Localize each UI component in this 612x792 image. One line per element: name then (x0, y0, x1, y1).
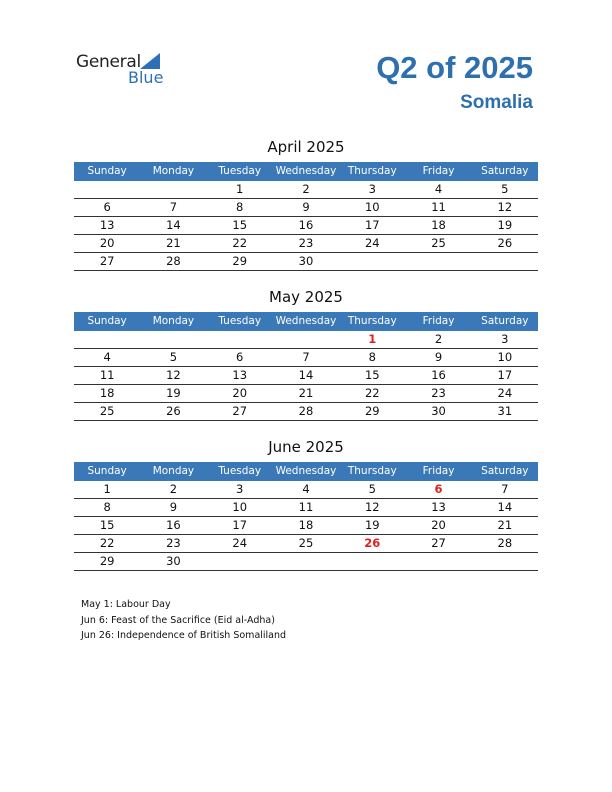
day-cell: 23 (166, 536, 181, 550)
week-row (74, 235, 538, 253)
day-cell: 2 (434, 332, 443, 346)
day-cell: 16 (431, 368, 446, 382)
quarter-title: Q2 of 2025 (376, 50, 533, 85)
day-cell: 7 (501, 482, 509, 496)
week-row (74, 535, 538, 553)
day-cell: 5 (169, 350, 178, 364)
weekday-friday: Friday (422, 465, 455, 477)
day-cell: 20 (99, 236, 115, 250)
empty-day-cell (140, 331, 206, 348)
week-row (74, 217, 538, 235)
generalblue-logo (76, 52, 176, 88)
weekday-sunday: Sunday (87, 315, 127, 327)
day-cell: 2 (302, 182, 310, 196)
day-cell: 26 (364, 536, 381, 550)
month-june (74, 437, 538, 571)
day-cell: 13 (99, 218, 115, 232)
weekday-friday: Friday (422, 165, 455, 177)
empty-day-cell (207, 331, 273, 348)
day-cell: 24 (364, 236, 380, 250)
day-cell: 12 (166, 368, 181, 382)
empty-day-cell (339, 553, 405, 570)
empty-day-cell (273, 331, 339, 348)
day-cell: 21 (298, 386, 314, 400)
weekday-header (74, 462, 538, 481)
weekday-saturday: Saturday (481, 165, 529, 177)
month-grid (74, 181, 538, 271)
week-row (74, 553, 538, 571)
day-cell: 14 (166, 218, 181, 232)
empty-day-cell (339, 253, 405, 270)
day-cell: 29 (364, 404, 380, 418)
day-cell: 7 (169, 200, 178, 214)
day-cell: 25 (431, 236, 446, 250)
day-cell: 18 (99, 386, 115, 400)
day-cell: 17 (232, 518, 248, 532)
empty-day-cell (472, 553, 538, 570)
day-cell: 25 (298, 536, 314, 550)
week-row (74, 499, 538, 517)
day-cell: 30 (166, 554, 181, 568)
logo-general-text: General (76, 52, 141, 72)
day-cell: 30 (298, 254, 314, 268)
week-row (74, 253, 538, 271)
day-cell: 23 (298, 236, 314, 250)
weekday-header (74, 312, 538, 331)
day-cell: 23 (431, 386, 446, 400)
weekday-thursday: Thursday (347, 315, 397, 327)
weekday-wednesday: Wednesday (275, 315, 337, 327)
day-cell: 26 (166, 404, 181, 418)
day-cell: 31 (497, 404, 513, 418)
empty-day-cell (405, 553, 471, 570)
empty-day-cell (405, 253, 471, 270)
day-cell: 12 (364, 500, 380, 514)
day-cell: 12 (497, 200, 513, 214)
day-cell: 28 (166, 254, 181, 268)
day-cell: 9 (434, 350, 443, 364)
month-may (74, 287, 538, 421)
day-cell: 29 (232, 254, 248, 268)
day-cell: 14 (298, 368, 314, 382)
weekday-wednesday: Wednesday (275, 165, 337, 177)
month-april (74, 137, 538, 271)
weekday-tuesday: Tuesday (218, 465, 262, 477)
week-row (74, 349, 538, 367)
day-cell: 24 (232, 536, 248, 550)
day-cell: 17 (497, 368, 513, 382)
day-cell: 9 (169, 500, 178, 514)
holiday-notes (81, 597, 286, 644)
day-cell: 16 (298, 218, 314, 232)
empty-day-cell (207, 553, 273, 570)
empty-day-cell (140, 181, 206, 198)
week-row (74, 199, 538, 217)
week-row (74, 385, 538, 403)
day-cell: 15 (364, 368, 380, 382)
day-cell: 1 (368, 332, 377, 346)
day-cell: 18 (298, 518, 314, 532)
week-row (74, 481, 538, 499)
day-cell: 15 (99, 518, 115, 532)
day-cell: 5 (368, 482, 376, 496)
day-cell: 4 (302, 482, 310, 496)
day-cell: 6 (103, 200, 111, 214)
day-cell: 27 (232, 404, 248, 418)
empty-day-cell (74, 331, 140, 348)
day-cell: 10 (232, 500, 248, 514)
day-cell: 24 (497, 386, 513, 400)
day-cell: 4 (103, 350, 111, 364)
day-cell: 16 (166, 518, 181, 532)
day-cell: 20 (431, 518, 446, 532)
day-cell: 8 (236, 200, 244, 214)
weekday-friday: Friday (422, 315, 455, 327)
week-row (74, 331, 538, 349)
weekday-wednesday: Wednesday (275, 465, 337, 477)
day-cell: 19 (497, 218, 513, 232)
month-title: April 2025 (267, 138, 345, 156)
day-cell: 9 (302, 200, 310, 214)
day-cell: 21 (497, 518, 513, 532)
month-title: June 2025 (268, 438, 344, 456)
logo-triangle-icon (140, 53, 160, 69)
day-cell: 2 (169, 482, 178, 496)
day-cell: 3 (368, 182, 376, 196)
day-cell: 27 (431, 536, 446, 550)
day-cell: 11 (431, 200, 446, 214)
day-cell: 15 (232, 218, 248, 232)
holiday-note: Jun 26: Independence of British Somaliland (81, 630, 287, 641)
day-cell: 10 (364, 200, 380, 214)
weekday-saturday: Saturday (481, 465, 529, 477)
day-cell: 6 (236, 350, 244, 364)
weekday-thursday: Thursday (347, 465, 397, 477)
month-grid (74, 331, 538, 421)
empty-day-cell (472, 253, 538, 270)
day-cell: 14 (497, 500, 513, 514)
weekday-saturday: Saturday (481, 315, 529, 327)
day-cell: 22 (364, 386, 380, 400)
day-cell: 17 (364, 218, 380, 232)
month-title: May 2025 (269, 288, 343, 306)
day-cell: 8 (103, 500, 111, 514)
day-cell: 22 (232, 236, 248, 250)
day-cell: 20 (232, 386, 248, 400)
day-cell: 26 (497, 236, 513, 250)
weekday-sunday: Sunday (87, 465, 127, 477)
holiday-note: May 1: Labour Day (81, 599, 171, 610)
weekday-monday: Monday (152, 315, 195, 327)
day-cell: 13 (232, 368, 248, 382)
day-cell: 3 (236, 482, 244, 496)
day-cell: 7 (302, 350, 310, 364)
day-cell: 13 (431, 500, 446, 514)
day-cell: 19 (364, 518, 380, 532)
day-cell: 5 (501, 182, 509, 196)
day-cell: 29 (99, 554, 115, 568)
week-row (74, 403, 538, 421)
empty-day-cell (273, 553, 339, 570)
day-cell: 30 (431, 404, 446, 418)
logo-blue-text: Blue (128, 68, 164, 87)
day-cell: 11 (298, 500, 314, 514)
day-cell: 1 (236, 182, 244, 196)
day-cell: 11 (99, 368, 115, 382)
day-cell: 22 (99, 536, 115, 550)
day-cell: 21 (166, 236, 181, 250)
day-cell: 18 (431, 218, 446, 232)
month-grid (74, 481, 538, 571)
weekday-tuesday: Tuesday (218, 315, 262, 327)
week-row (74, 181, 538, 199)
day-cell: 27 (99, 254, 115, 268)
day-cell: 4 (434, 182, 443, 196)
empty-day-cell (74, 181, 140, 198)
day-cell: 3 (501, 332, 509, 346)
day-cell: 25 (99, 404, 115, 418)
weekday-sunday: Sunday (87, 165, 127, 177)
weekday-header (74, 162, 538, 181)
holiday-note: Jun 6: Feast of the Sacrifice (Eid al-Adha) (81, 614, 275, 626)
day-cell: 10 (497, 350, 513, 364)
day-cell: 6 (434, 482, 443, 496)
weekday-tuesday: Tuesday (218, 165, 262, 177)
day-cell: 1 (103, 482, 111, 496)
weekday-monday: Monday (152, 465, 195, 477)
country-name: Somalia (460, 92, 533, 113)
day-cell: 8 (368, 350, 376, 364)
day-cell: 19 (166, 386, 181, 400)
week-row (74, 517, 538, 535)
week-row (74, 367, 538, 385)
day-cell: 28 (298, 404, 314, 418)
day-cell: 28 (497, 536, 513, 550)
weekday-thursday: Thursday (347, 165, 397, 177)
weekday-monday: Monday (152, 165, 195, 177)
